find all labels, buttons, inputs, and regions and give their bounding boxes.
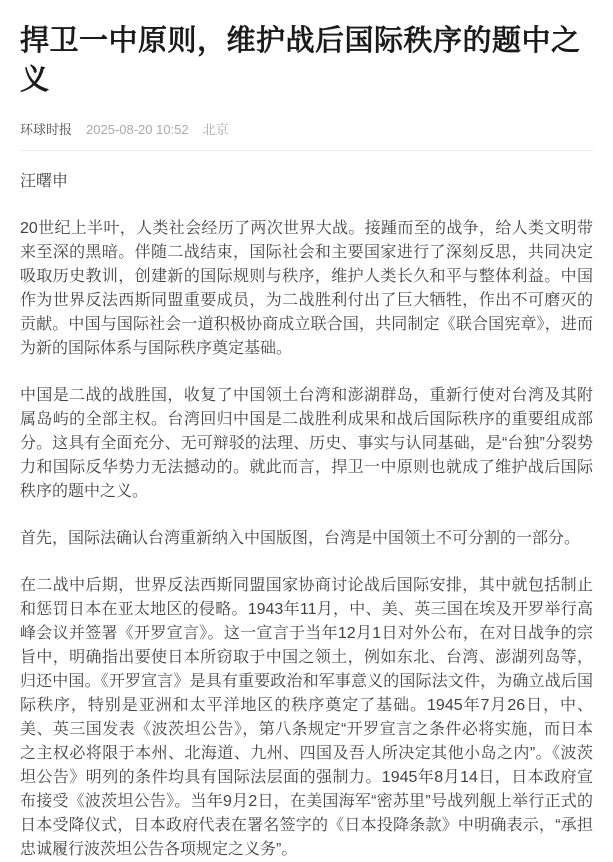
- article-paragraph: 中国是二战的战胜国，收复了中国领土台湾和澎湖群岛，重新行使对台湾及其附属岛屿的全部主权。台湾回归中国是二战胜利成果和战后国际秩序的重要组成部分。这具有全面充分、无可辩驳的法理、历史、事实与认同基础，是“台独”分裂势力和国际反华势力无法撼动的。就此而言，捍卫一中原则也就成了维护战后国际秩序的题中之义。: [20, 387, 593, 500]
- article-paragraph: 在二战中后期，世界反法西斯同盟国家协商讨论战后国际安排，其中就包括制止和惩罚日本在亚太地区的侵略。1943年11月，中、美、英三国在埃及开罗举行高峰会议并签署《开罗宣言》。这一宣言于当年12月1日对外公布，在对日战争的宗旨中，明确指出要使日本所窃取于中国之领土，例如东北、台湾、澎湖列岛等，归还中国。《开罗宣言》是具有重要政治和军事意义的国际法文件，为确立战后国际秩序，特别是亚洲和太平洋地区的秩序奠定了基础。1945年7月26日，中、美、英三国发表《波茨坦公告》，第八条规定“开罗宣言之条件必将实施，而日本之主权必将限于本州、北海道、九州、四国及吾人所决定其他小岛之内”。《波茨坦公告》明列的条件均具有国际法层面的强制力。1945年8月14日，日本政府宣布接受《波茨坦公告》。当年9月2日，在美国海军“密苏里”号战列舰上举行正式的日本受降仪式，日本政府代表在署名签字的《日本投降条款》中明确表示，“承担忠诚履行波茨坦公告各项规定之义务”。: [20, 577, 593, 858]
- article-body: [20, 170, 593, 862]
- author-name: 汪曙申: [20, 173, 69, 190]
- page-title: 捍卫一中原则，维护战后国际秩序的题中之义: [20, 25, 581, 96]
- byline: [20, 119, 593, 138]
- header-divider: [20, 150, 593, 151]
- publish-datetime: 2025-08-20 10:52: [86, 122, 189, 137]
- publish-location: 北京: [202, 122, 229, 137]
- article-paragraph: 首先，国际法确认台湾重新纳入中国版图，台湾是中国领土不可分割的一部分。: [20, 530, 581, 547]
- source-name: 环球时报: [20, 122, 73, 137]
- article-paragraph: 20世纪上半叶，人类社会经历了两次世界大战。接踵而至的战争，给人类文明带来至深的黑暗。伴随二战结束，国际社会和主要国家进行了深刻反思，共同决定吸取历史教训，创建新的国际规则与秩序，维护人类长久和平与整体利益。中国作为世界反法西斯同盟重要成员，为二战胜利付出了巨大牺牲，作出不可磨灭的贡献。中国与国际社会一道积极协商成立联合国，共同制定《联合国宪章》，进而为新的国际体系与国际秩序奠定基础。: [20, 220, 593, 357]
